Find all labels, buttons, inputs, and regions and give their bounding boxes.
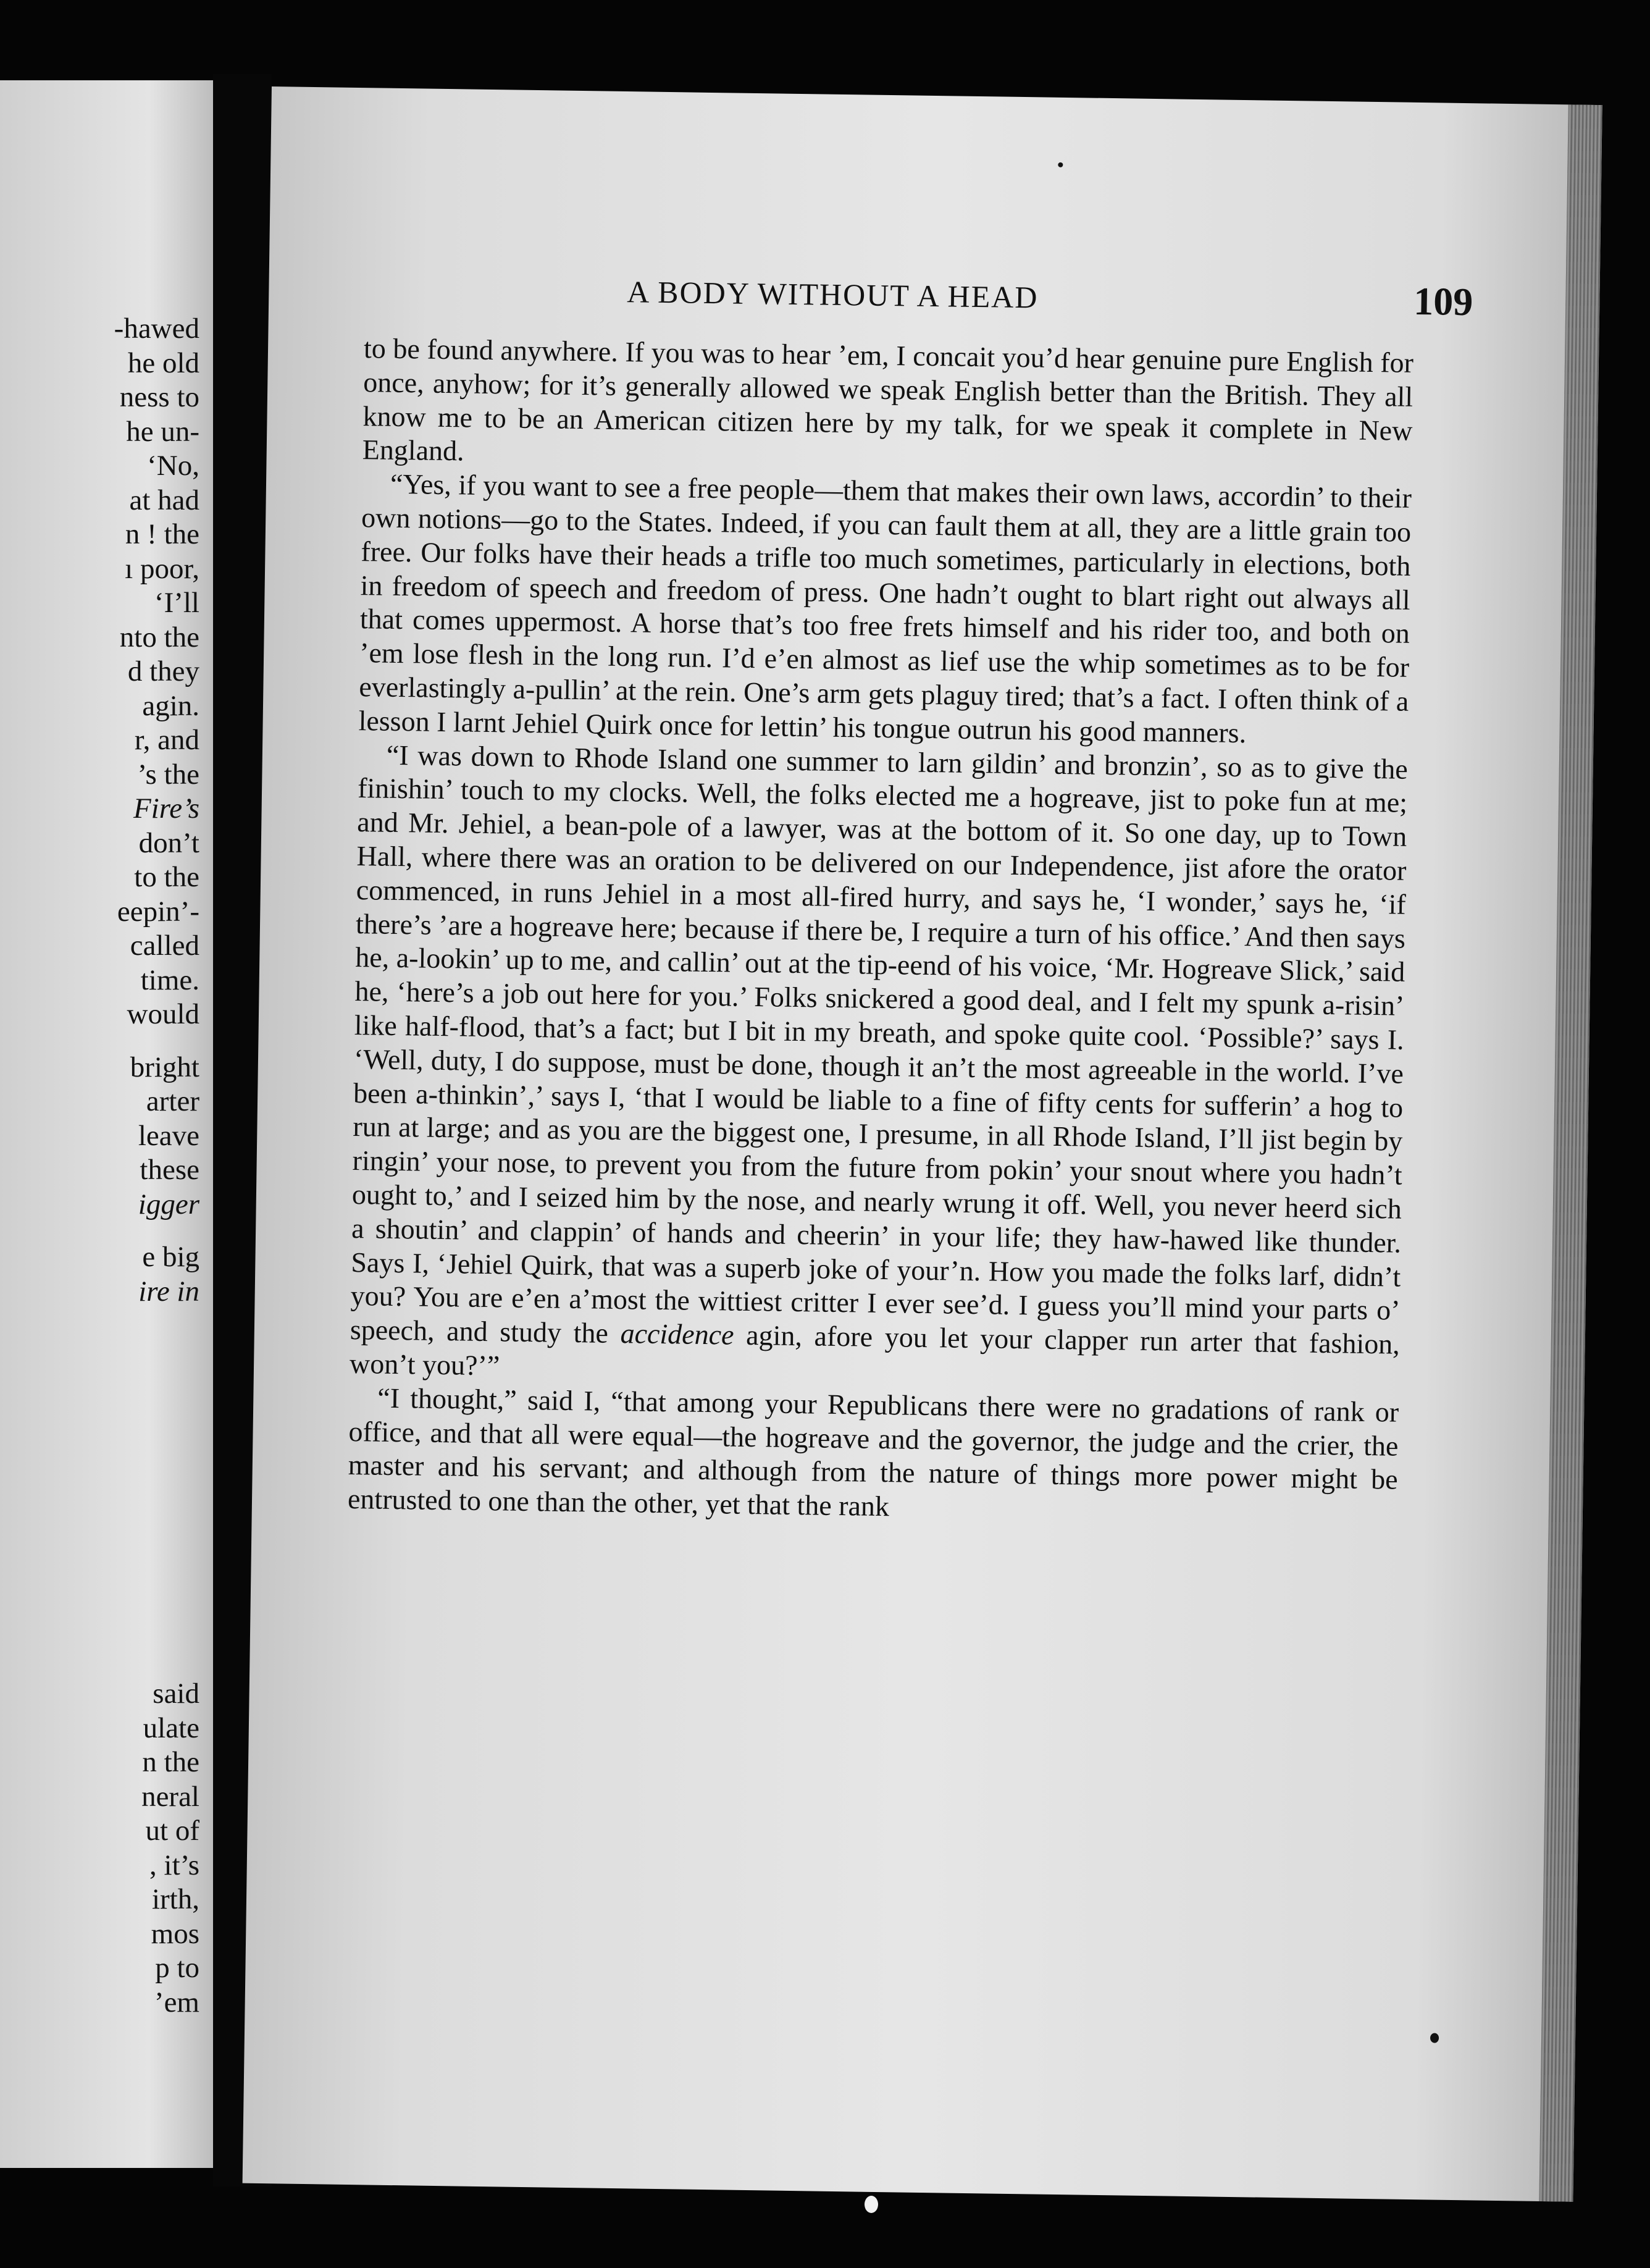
left-line: called — [130, 930, 199, 962]
scan-speck — [865, 2196, 878, 2213]
paragraph — [350, 738, 1408, 1396]
left-line: arter — [146, 1085, 199, 1117]
left-line: to the — [134, 861, 199, 893]
page-number: 109 — [1413, 279, 1473, 324]
left-line: ire in — [138, 1275, 199, 1308]
left-line: Fire’s — [133, 792, 199, 825]
italic-word: accidence — [620, 1317, 734, 1351]
left-gap — [0, 1222, 199, 1240]
scan-speck — [1430, 2033, 1439, 2043]
left-line: bright — [130, 1051, 199, 1083]
left-line: mos — [151, 1917, 199, 1950]
left-page-text-lower — [0, 1677, 199, 2020]
left-line: , it’s — [149, 1849, 199, 1881]
left-line: he un- — [126, 415, 199, 448]
left-line: agin. — [142, 689, 199, 722]
left-line: don’t — [138, 826, 199, 859]
left-line: ‘No, — [147, 450, 199, 482]
paragraph-text: “I was down to Rhode Island one summer to larn gildin’ and bronzin’, so as to give the finishin’ touch to my clocks. Well, the folks elected me a hogreave, jist to poke fun at me; and Mr. Jehiel, a bean-pole of a lawyer, was at the bottom of it. So one day, up to Town Hall, where there was an oration to be delivered on our Independence, jist afore the orator commenced, in runs Jehiel in a most all-fired hurry, and says he, ‘I wonder,’ says he, ‘if there’s ’are a hogreave here; because if there be, I require a turn of his office.’ And then says he, a-lookin’ up to me, and callin’ out at the tip-eend of his voice, ‘Mr. Hogreave Slick,’ said he, ‘here’s a job out here for you.’ Folks snickered a good deal, and I felt my spunk a-risin’ like half-flood, that’s a fact; but I bit in my breath, and spoke quite cool. ‘Possible?’ says I. ‘Well, duty, I do suppose, must be done, though it an’t the most agreeable in the world. I’ve been a-thinkin’,’ says I, ‘that I would be liable to a fine of fifty cents for sufferin’ a hog to run at large; and as you are the biggest one, I presume, in all Rhode Island, I’ll jist begin by ringin’ your nose, to prevent you from the future from pokin’ your snout where you hadn’t ought to,’ and I seized him by the nose, and nearly wrung it off. Well, you never heerd sich a shoutin’ and clappin’ of hands and cheerin’ in your life; they haw-hawed like thunder. Says I, ‘Jehiel Quirk, that was a superb joke of your’n. How you made the folks larf, didn’t you? You are e’en a’most the wittiest critter I ever see’d. I guess you’ll mind your parts o’ speech, and study the — [350, 739, 1409, 1349]
left-line: irth, — [151, 1883, 199, 1915]
left-line: p to — [155, 1952, 199, 1984]
left-line: ’s the — [137, 758, 199, 791]
left-line: n ! the — [125, 518, 199, 550]
paragraph: “Yes, if you want to see a free people—them that makes their own laws, accordin’ to their own notions—go to the States. Indeed, if you can fault them at all, they are a little grain too free. Our folks have their heads a trifle too much sometimes, particularly in elections, both in freedom of speech and freedom of press. One hadn’t ought to blart right out always all that comes uppermost. A horse that’s too free frets himself and his rider too, and both on ’em lose flesh in the long run. I’d e’en almost as lief use the whip sometimes as to be for everlastingly a-pullin’ at the rein. One’s arm gets plaguy tired; that’s a fact. I often think of a lesson I larnt Jehiel Quirk once for lettin’ his tongue outrun his good manners. — [358, 468, 1412, 749]
left-line: neral — [141, 1780, 199, 1813]
left-line: ut of — [145, 1815, 199, 1847]
left-line: eepin’- — [117, 895, 199, 928]
left-line: would — [127, 998, 199, 1030]
left-line: ulate — [143, 1712, 199, 1744]
left-line: e big — [142, 1241, 199, 1273]
left-line: time. — [140, 964, 199, 996]
left-line: at had — [129, 484, 199, 516]
left-line: ’em — [154, 1986, 199, 2018]
running-head: A BODY WITHOUT A HEAD — [627, 274, 1039, 315]
left-line: leave — [138, 1119, 199, 1152]
left-line: said — [153, 1678, 199, 1710]
left-page-text-upper — [0, 312, 199, 1309]
right-page — [243, 86, 1602, 2202]
scan-speck — [1058, 162, 1063, 167]
left-line: -hawed — [114, 313, 199, 345]
body-text — [348, 332, 1414, 1531]
paragraph-text: agin, afore you let your clapper run arter that fashion, won’t you?’” — [349, 1319, 1401, 1382]
left-line: nto the — [119, 621, 199, 653]
page-header — [330, 263, 1473, 329]
paragraph: “I thought,” said I, “that among your Republicans there were no gradations of rank or office, and that all were equal—the hogreave and the governor, the judge and the crier, the master and his servant; and although from the nature of things more power might be entrusted to one than the other, yet that the rank — [347, 1382, 1399, 1522]
left-line: d they — [127, 655, 199, 687]
left-line: ‘I’ll — [154, 587, 199, 619]
left-line: he old — [127, 346, 199, 379]
left-line: these — [140, 1154, 199, 1186]
left-line: ness to — [119, 381, 199, 413]
left-line: igger — [138, 1188, 199, 1220]
left-line: r, and — [134, 724, 199, 756]
paragraph: to be found anywhere. If you was to hear ’em, I concait you’d hear genuine pure English for once, anyhow; for it’s generally allowed we speak English better than the British. They all know me to be an American citizen here by my talk, for we speak it complete in New England. — [362, 332, 1414, 467]
left-page — [0, 80, 213, 2168]
left-gap — [0, 1032, 199, 1051]
left-line: ı poor, — [125, 552, 199, 585]
page-edges — [1539, 104, 1602, 2201]
left-line: n the — [142, 1746, 199, 1778]
